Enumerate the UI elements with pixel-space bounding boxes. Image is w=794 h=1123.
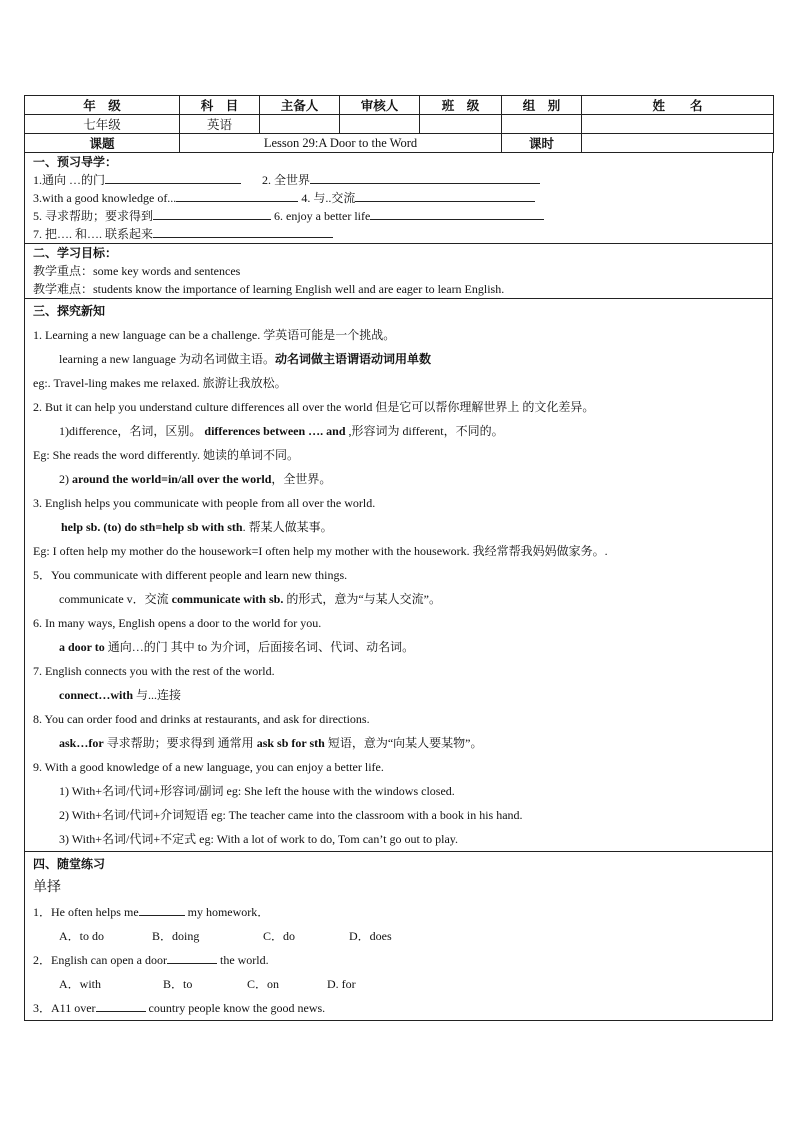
section-explore [24, 299, 773, 852]
option-c[interactable]: C．on [247, 977, 280, 991]
point-3: 3. English helps you communicate with people from all over the world. [33, 496, 376, 510]
point-7-note [25, 683, 772, 707]
class-label: 班 级 [420, 96, 502, 115]
question-text: country people know the good news. [145, 1001, 326, 1015]
period-value [582, 134, 774, 153]
note-text: . 帮某人做某事。 [242, 520, 333, 534]
question-text: 1．He often helps me [33, 905, 139, 919]
note-text: 与...连接 [133, 688, 182, 702]
preview-item-6: 6. enjoy a better life [274, 209, 371, 223]
teaching-focus-text: some key words and sentences [93, 264, 241, 278]
question-1 [25, 900, 772, 924]
worksheet [24, 95, 773, 1021]
point-8-note [25, 731, 772, 755]
note-bold: help sb. (to) do sth=help sb with sth [61, 520, 243, 534]
header-row-values [25, 115, 774, 134]
section-preview-title: 一、预习导学： [33, 155, 118, 169]
name-value [582, 115, 774, 134]
point-9-usage-3: 3) With+名词/代词+不定式 eg: With a lot of work to do, Tom can’t go out to play. [59, 832, 459, 846]
point-7: 7. English connects you with the rest of the world. [33, 664, 275, 678]
section-preview [24, 153, 773, 244]
point-3-note [25, 515, 772, 539]
teaching-focus [25, 262, 772, 280]
teaching-focus-label: 教学重点： [33, 264, 94, 278]
question-3 [25, 996, 772, 1020]
point-9-usage-1: 1) With+名词/代词+形容词/副词 eg: She left the house with the windows closed. [59, 784, 455, 798]
header-table [24, 95, 774, 153]
point-6-note [25, 635, 772, 659]
note-text: communicate v．交流 [59, 592, 172, 606]
option-d[interactable]: D．does [349, 929, 392, 943]
note-text: 寻求帮助；要求得到 通常用 [103, 736, 257, 750]
point-9-usage-2: 2) With+名词/代词+介词短语 eg: The teacher came into the classroom with a book in his hand. [59, 808, 523, 822]
note-text: 1)difference，名词，区别。 [59, 424, 205, 438]
preview-item-3: 3.with a good knowledge of... [33, 191, 177, 205]
group-label: 组 别 [502, 96, 582, 115]
preview-line-3 [25, 207, 772, 225]
point-1: 1. Learning a new language can be a challenge. 学英语可能是一个挑战。 [33, 328, 396, 342]
grade-label: 年 级 [25, 96, 180, 115]
point-2-example: Eg: She reads the word differently. 她读的单词不同。 [33, 448, 299, 462]
note-bold: ask sb for sth [256, 736, 325, 750]
reviewer-value [340, 115, 420, 134]
answer-blank[interactable] [105, 171, 241, 184]
preview-line-4 [25, 225, 772, 243]
note-bold: differences between …. and [204, 424, 346, 438]
question-1-options [25, 924, 772, 948]
answer-blank[interactable] [153, 207, 271, 220]
option-a[interactable]: A．to do [59, 929, 105, 943]
question-text: 3．A11 over [33, 1001, 96, 1015]
section-objectives-title: 二、学习目标： [33, 246, 118, 260]
note-text: 短语，意为“向某人要某物”。 [324, 736, 483, 750]
teaching-difficulty-text: students know the importance of learning English well and are eager to learn English. [93, 282, 505, 296]
preview-item-7: 7. 把…. 和…. 联系起来 [33, 227, 154, 241]
point-2: 2. But it can help you understand culture differences all over the world 但是它可以帮你理解世界上 的文化差异。 [33, 400, 595, 414]
group-value [502, 115, 582, 134]
note-bold: connect…with [59, 688, 133, 702]
practice-subtitle: 单择 [33, 880, 61, 895]
section-objectives [24, 244, 773, 299]
note-text: 通向…的门 其中 to 为介词，后面接名词、代词、动名词。 [104, 640, 415, 654]
note-bold: communicate with sb. [171, 592, 284, 606]
topic-value: Lesson 29:A Door to the Word [180, 134, 502, 153]
question-text: 2．English can open a door [33, 953, 167, 967]
note-bold: a door to [59, 640, 105, 654]
note-text: ,形容词为 different，不同的。 [345, 424, 504, 438]
header-row-topic [25, 134, 774, 153]
option-b[interactable]: B．to [163, 977, 193, 991]
point-9: 9. With a good knowledge of a new language, you can enjoy a better life. [33, 760, 384, 774]
question-text: the world. [216, 953, 269, 967]
preview-item-5: 5. 寻求帮助；要求得到 [33, 209, 154, 223]
subject-label: 科 目 [180, 96, 260, 115]
answer-blank[interactable] [167, 951, 217, 964]
header-row-labels [25, 96, 774, 115]
name-label: 姓 名 [582, 96, 774, 115]
note-text: 的形式，意为“与某人交流”。 [283, 592, 441, 606]
period-label: 课时 [502, 134, 582, 153]
point-2-note-1 [25, 419, 772, 443]
point-6: 6. In many ways, English opens a door to the world for you. [33, 616, 322, 630]
option-c[interactable]: C．do [263, 929, 296, 943]
section-explore-title: 三、探究新知 [33, 304, 106, 318]
note-bold: ask…for [59, 736, 104, 750]
preview-item-2: 2. 全世界 [262, 173, 311, 187]
answer-blank[interactable] [176, 189, 298, 202]
point-5-note [25, 587, 772, 611]
teaching-difficulty-label: 教学难点： [33, 282, 94, 296]
teaching-difficulty [25, 280, 772, 298]
note-text: learning a new language 为动名词做主语。 [59, 352, 275, 366]
topic-label: 课题 [25, 134, 180, 153]
answer-blank[interactable] [96, 999, 146, 1012]
preview-item-4: 4. 与..交流 [301, 191, 356, 205]
note-bold: 动名词做主语谓语动词用单数 [274, 352, 431, 366]
point-1-note [25, 347, 772, 371]
note-text: 2) [59, 472, 72, 486]
answer-blank[interactable] [310, 171, 540, 184]
point-5: 5．You communicate with different people and learn new things. [33, 568, 348, 582]
preview-item-1: 1.通向 …的门 [33, 173, 106, 187]
answer-blank[interactable] [355, 189, 535, 202]
point-2-note-2 [25, 467, 772, 491]
note-bold: around the world=in/all over the world [72, 472, 272, 486]
point-3-example: Eg: I often help my mother do the housework=I often help my mother with the housework. 我经常帮我妈妈做家务。. [33, 544, 608, 558]
question-text: my homework． [184, 905, 270, 919]
question-2 [25, 948, 772, 972]
answer-blank[interactable] [139, 903, 185, 916]
subject-value: 英语 [180, 115, 260, 134]
reviewer-label: 审核人 [340, 96, 420, 115]
answer-blank[interactable] [153, 225, 333, 238]
answer-blank[interactable] [370, 207, 544, 220]
section-practice-title: 四、随堂练习 [33, 857, 106, 871]
option-b[interactable]: B．doing [152, 929, 200, 943]
question-2-options [25, 972, 772, 996]
point-1-example: eg:. Travel-ling makes me relaxed. 旅游让我放松。 [33, 376, 287, 390]
preview-line-2 [25, 189, 772, 207]
note-text: ，全世界。 [271, 472, 332, 486]
preparer-label: 主备人 [260, 96, 340, 115]
option-a[interactable]: A．with [59, 977, 102, 991]
section-practice [24, 852, 773, 1021]
option-d[interactable]: D. for [327, 977, 356, 991]
grade-value: 七年级 [25, 115, 180, 134]
preparer-value [260, 115, 340, 134]
preview-line-1 [25, 171, 772, 189]
point-8: 8. You can order food and drinks at restaurants, and ask for directions. [33, 712, 370, 726]
class-value [420, 115, 502, 134]
